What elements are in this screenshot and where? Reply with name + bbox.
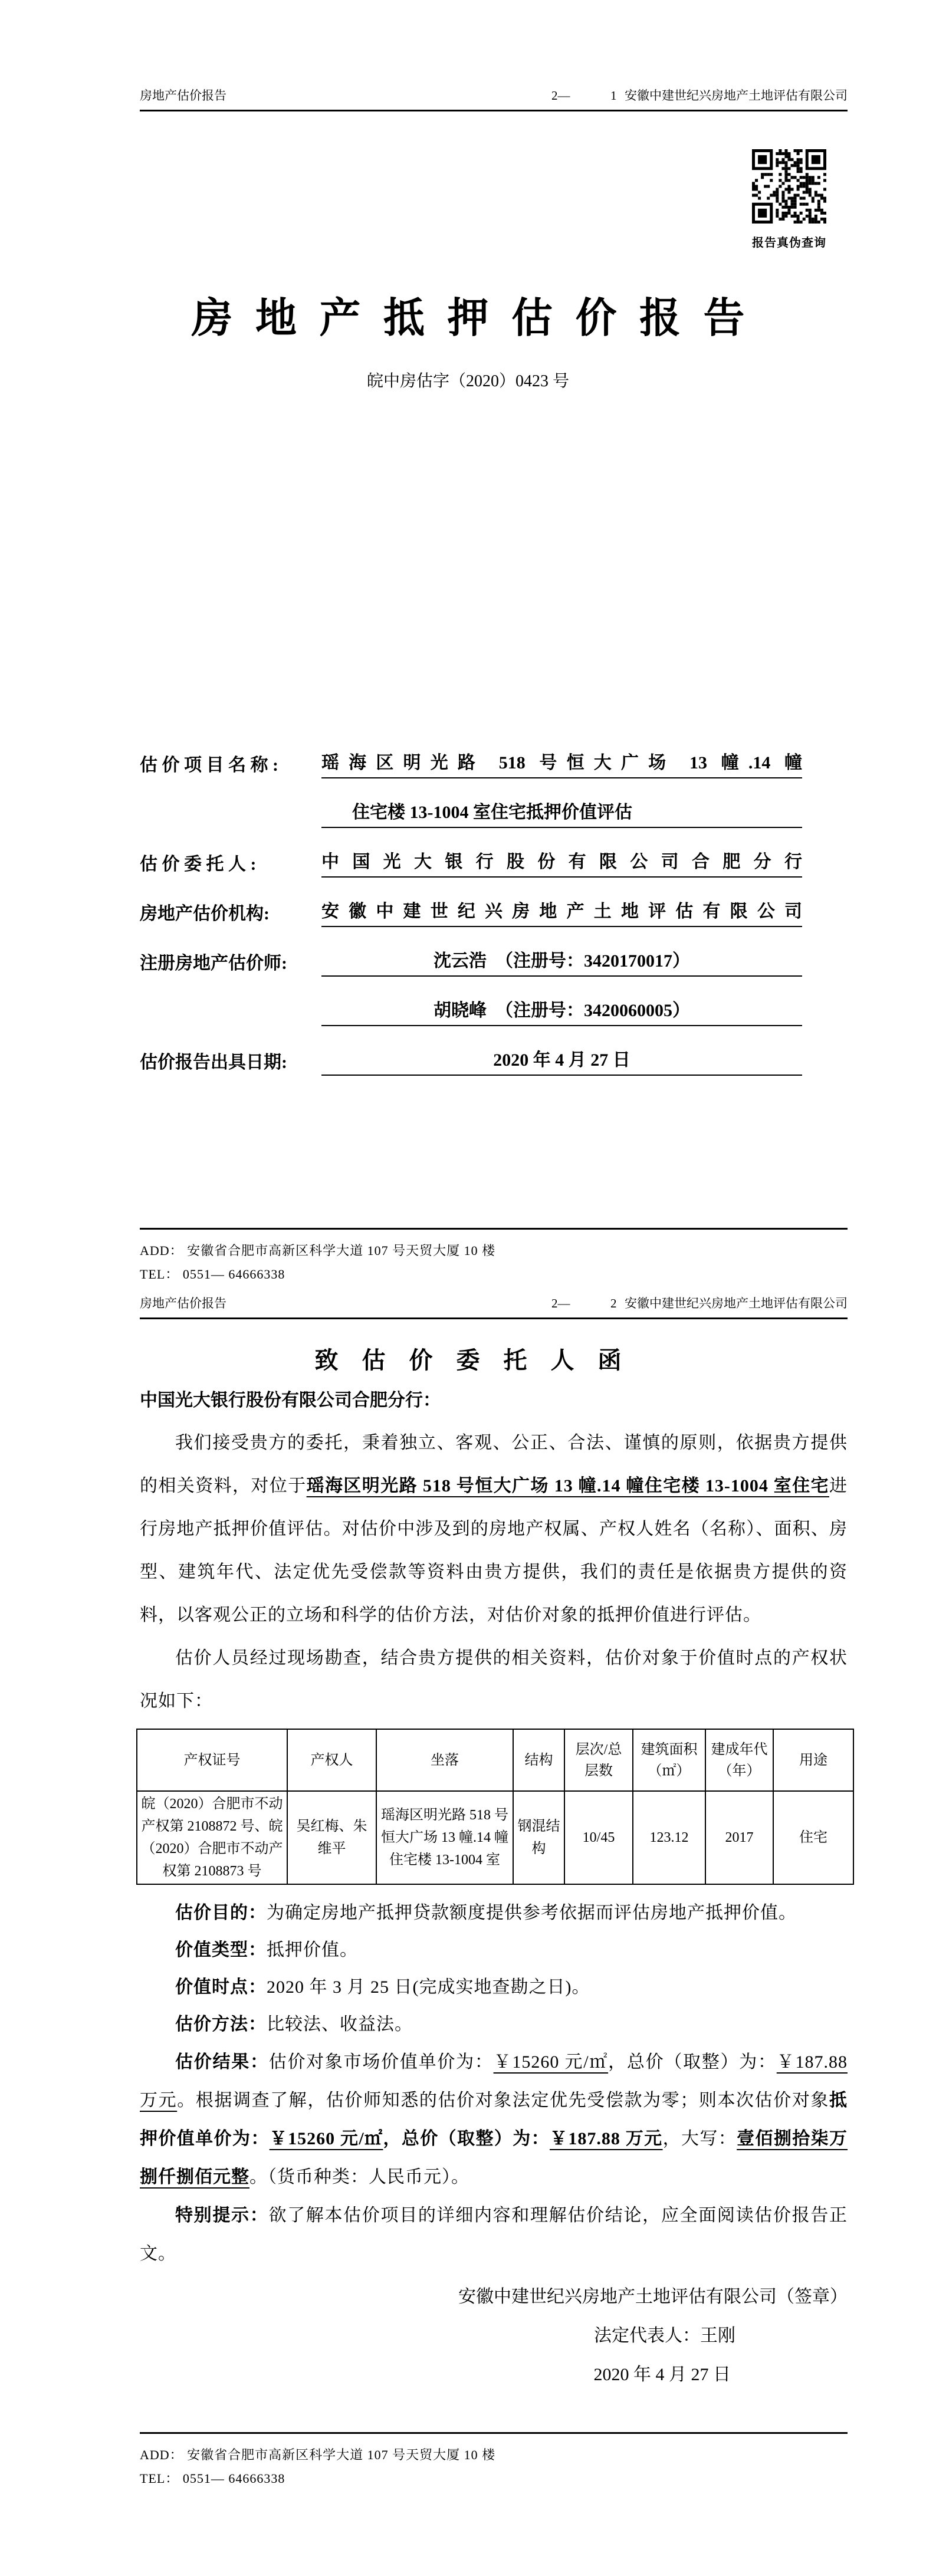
cover-row-appraiser-1: [140, 927, 802, 977]
cover-row-agency: [140, 878, 802, 927]
cover-row-client: [140, 828, 802, 878]
footer-address: ADD： 安徽省合肥市高新区科学大道 107 号天贸大厦 10 楼: [140, 1243, 496, 1258]
table-data-row: [137, 1791, 853, 1884]
page-2-letter: [0, 1288, 936, 2576]
property-rights-table: [136, 1729, 854, 1885]
col-header-location: 坐落: [376, 1729, 513, 1791]
qr-code-icon: [752, 149, 826, 224]
header-page-number: 2: [610, 1296, 617, 1310]
page1-running-footer: [140, 1228, 848, 1286]
cell-floor: 10/45: [564, 1791, 633, 1884]
qr-caption: 报告真伪查询: [752, 236, 826, 249]
cover-label: 估价报告出具日期:: [140, 1053, 287, 1072]
header-doc-title: 房地产估价报告: [140, 88, 226, 103]
cover-value: 沈云浩 （注册号：3420170017）: [321, 949, 802, 977]
letter-paragraph-2: 估价人员经过现场勘查，结合贵方提供的相关资料，估价对象于价值时点的产权状况如下：: [140, 1648, 848, 1711]
appraisal-items: [140, 1894, 848, 2273]
cover-row-project-name: [140, 729, 802, 778]
signature-block: [140, 2278, 848, 2394]
cover-value: 胡晓峰 （注册号：3420060005）: [321, 999, 802, 1026]
cover-value: 中国光大银行股份有限公司合肥分行: [321, 850, 802, 878]
report-doc-number: 皖中房估字（2020）0423 号: [366, 372, 569, 390]
cover-label: 注册房地产估价师:: [140, 954, 287, 973]
item-result: 估价结果：估价对象市场价值单价为：￥15260 元/㎡，总价（取整）为：￥187.88 万元。根据调查了解，估价师知悉的估价对象法定优先受偿款为零；则本次估价对象抵押价值单价为：￥15260 元/㎡，总价（取整）为：￥187.88 万元，大写：壹佰捌拾柒万捌仟捌佰元整。（货币种类：人民币元）。: [140, 2052, 848, 2187]
cover-value: 瑶海区明光路 518 号恒大广场 13 幢.14 幢: [321, 751, 802, 778]
cover-label: [140, 826, 321, 828]
letter-body: [140, 1387, 848, 2394]
header-company-name: 安徽中建世纪兴房地产土地评估有限公司: [625, 1296, 848, 1310]
page1-running-header: [140, 88, 848, 111]
letter-paragraph-1: 我们接受贵方的委托，秉着独立、客观、公正、合法、谨慎的原则，依据贵方提供的相关资料，对位于瑶海区明光路 518 号恒大广场 13 幢.14 幢住宅楼 13-1004 室住宅进行房地产抵押价值评估。对估价中涉及到的房地产权属、产权人姓名（名称）、面积、房型、建筑年代、法定优先受偿款等资料由贵方提供，我们的责任是依据贵方提供的资料，以客观公正的立场和科学的估价方法，对估价对象的抵押价值进行评估。: [140, 1433, 848, 1625]
cover-label: 估 价 项 目 名 称 :: [140, 755, 278, 775]
col-header-structure: 结构: [513, 1729, 564, 1791]
item-value-date: 价值时点：2020 年 3 月 25 日(完成实地查勘之日)。: [175, 1977, 590, 1997]
col-header-area: 建筑面积（㎡）: [633, 1729, 705, 1791]
cell-structure: 钢混结构: [513, 1791, 564, 1884]
signature-legal-rep: 法定代表人：王刚: [594, 2326, 735, 2345]
cell-cert-no: 皖（2020）合肥市不动产权第 2108872 号、皖（2020）合肥市不动产权第 2108873 号: [137, 1791, 287, 1884]
cell-owner: 吴红梅、朱维平: [287, 1791, 376, 1884]
cover-value: 安徽中建世纪兴房地产土地评估有限公司: [321, 900, 802, 927]
cell-area: 123.12: [633, 1791, 705, 1884]
cover-label: [140, 1024, 321, 1026]
page2-running-footer: [140, 2432, 848, 2490]
item-value-type: 价值类型：抵押价值。: [175, 1940, 358, 1960]
col-header-use: 用途: [773, 1729, 853, 1791]
cover-row-issue-date: [140, 1026, 802, 1076]
cell-year-built: 2017: [705, 1791, 773, 1884]
cover-value: 住宅楼 13-1004 室住宅抵押价值评估: [321, 801, 802, 828]
cover-row-appraiser-2: [140, 977, 802, 1026]
signature-company: 安徽中建世纪兴房地产土地评估有限公司（签章）: [458, 2287, 848, 2306]
col-header-floor: 层次/总层数: [564, 1729, 633, 1791]
cover-row-project-name-2: [140, 778, 802, 828]
table-header-row: [137, 1729, 853, 1791]
cell-use: 住宅: [773, 1791, 853, 1884]
letter-salutation: 中国光大银行股份有限公司合肥分行：: [140, 1391, 441, 1410]
footer-address: ADD： 安徽省合肥市高新区科学大道 107 号天贸大厦 10 楼: [140, 2447, 496, 2462]
header-page-prefix: 2—: [551, 1296, 570, 1310]
header-page-number: 1: [610, 88, 617, 103]
letter-heading: 致估价委托人函: [314, 1347, 645, 1374]
item-purpose: 估价目的：为确定房地产抵押贷款额度提供参考依据而评估房地产抵押价值。: [175, 1903, 797, 1923]
cover-form: [140, 729, 802, 1076]
col-header-cert-no: 产权证号: [137, 1729, 287, 1791]
cell-location: 瑶海区明光路 518 号恒大广场 13 幢.14 幢住宅楼 13-1004 室: [376, 1791, 513, 1884]
footer-telephone: TEL： 0551— 64666338: [140, 1267, 285, 1282]
header-page-prefix: 2—: [551, 88, 570, 103]
header-company-name: 安徽中建世纪兴房地产土地评估有限公司: [625, 88, 848, 103]
qr-block: [750, 149, 828, 250]
footer-telephone: TEL： 0551— 64666338: [140, 2471, 285, 2486]
signature-date: 2020 年 4 月 27 日: [593, 2365, 731, 2384]
page2-running-header: [140, 1296, 848, 1319]
header-doc-title: 房地产估价报告: [140, 1296, 226, 1310]
col-header-year-built: 建成年代（年）: [705, 1729, 773, 1791]
cover-label: 房地产估价机构:: [140, 904, 270, 924]
item-notice: 特别提示：欲了解本估价项目的详细内容和理解估价结论，应全面阅读估价报告正文。: [140, 2206, 848, 2263]
col-header-owner: 产权人: [287, 1729, 376, 1791]
cover-value: 2020 年 4 月 27 日: [321, 1049, 802, 1076]
report-main-title: 房地产抵押估价报告: [191, 295, 767, 341]
cover-label: 估 价 委 托 人 :: [140, 855, 257, 874]
item-method: 估价方法：比较法、收益法。: [175, 2015, 413, 2034]
